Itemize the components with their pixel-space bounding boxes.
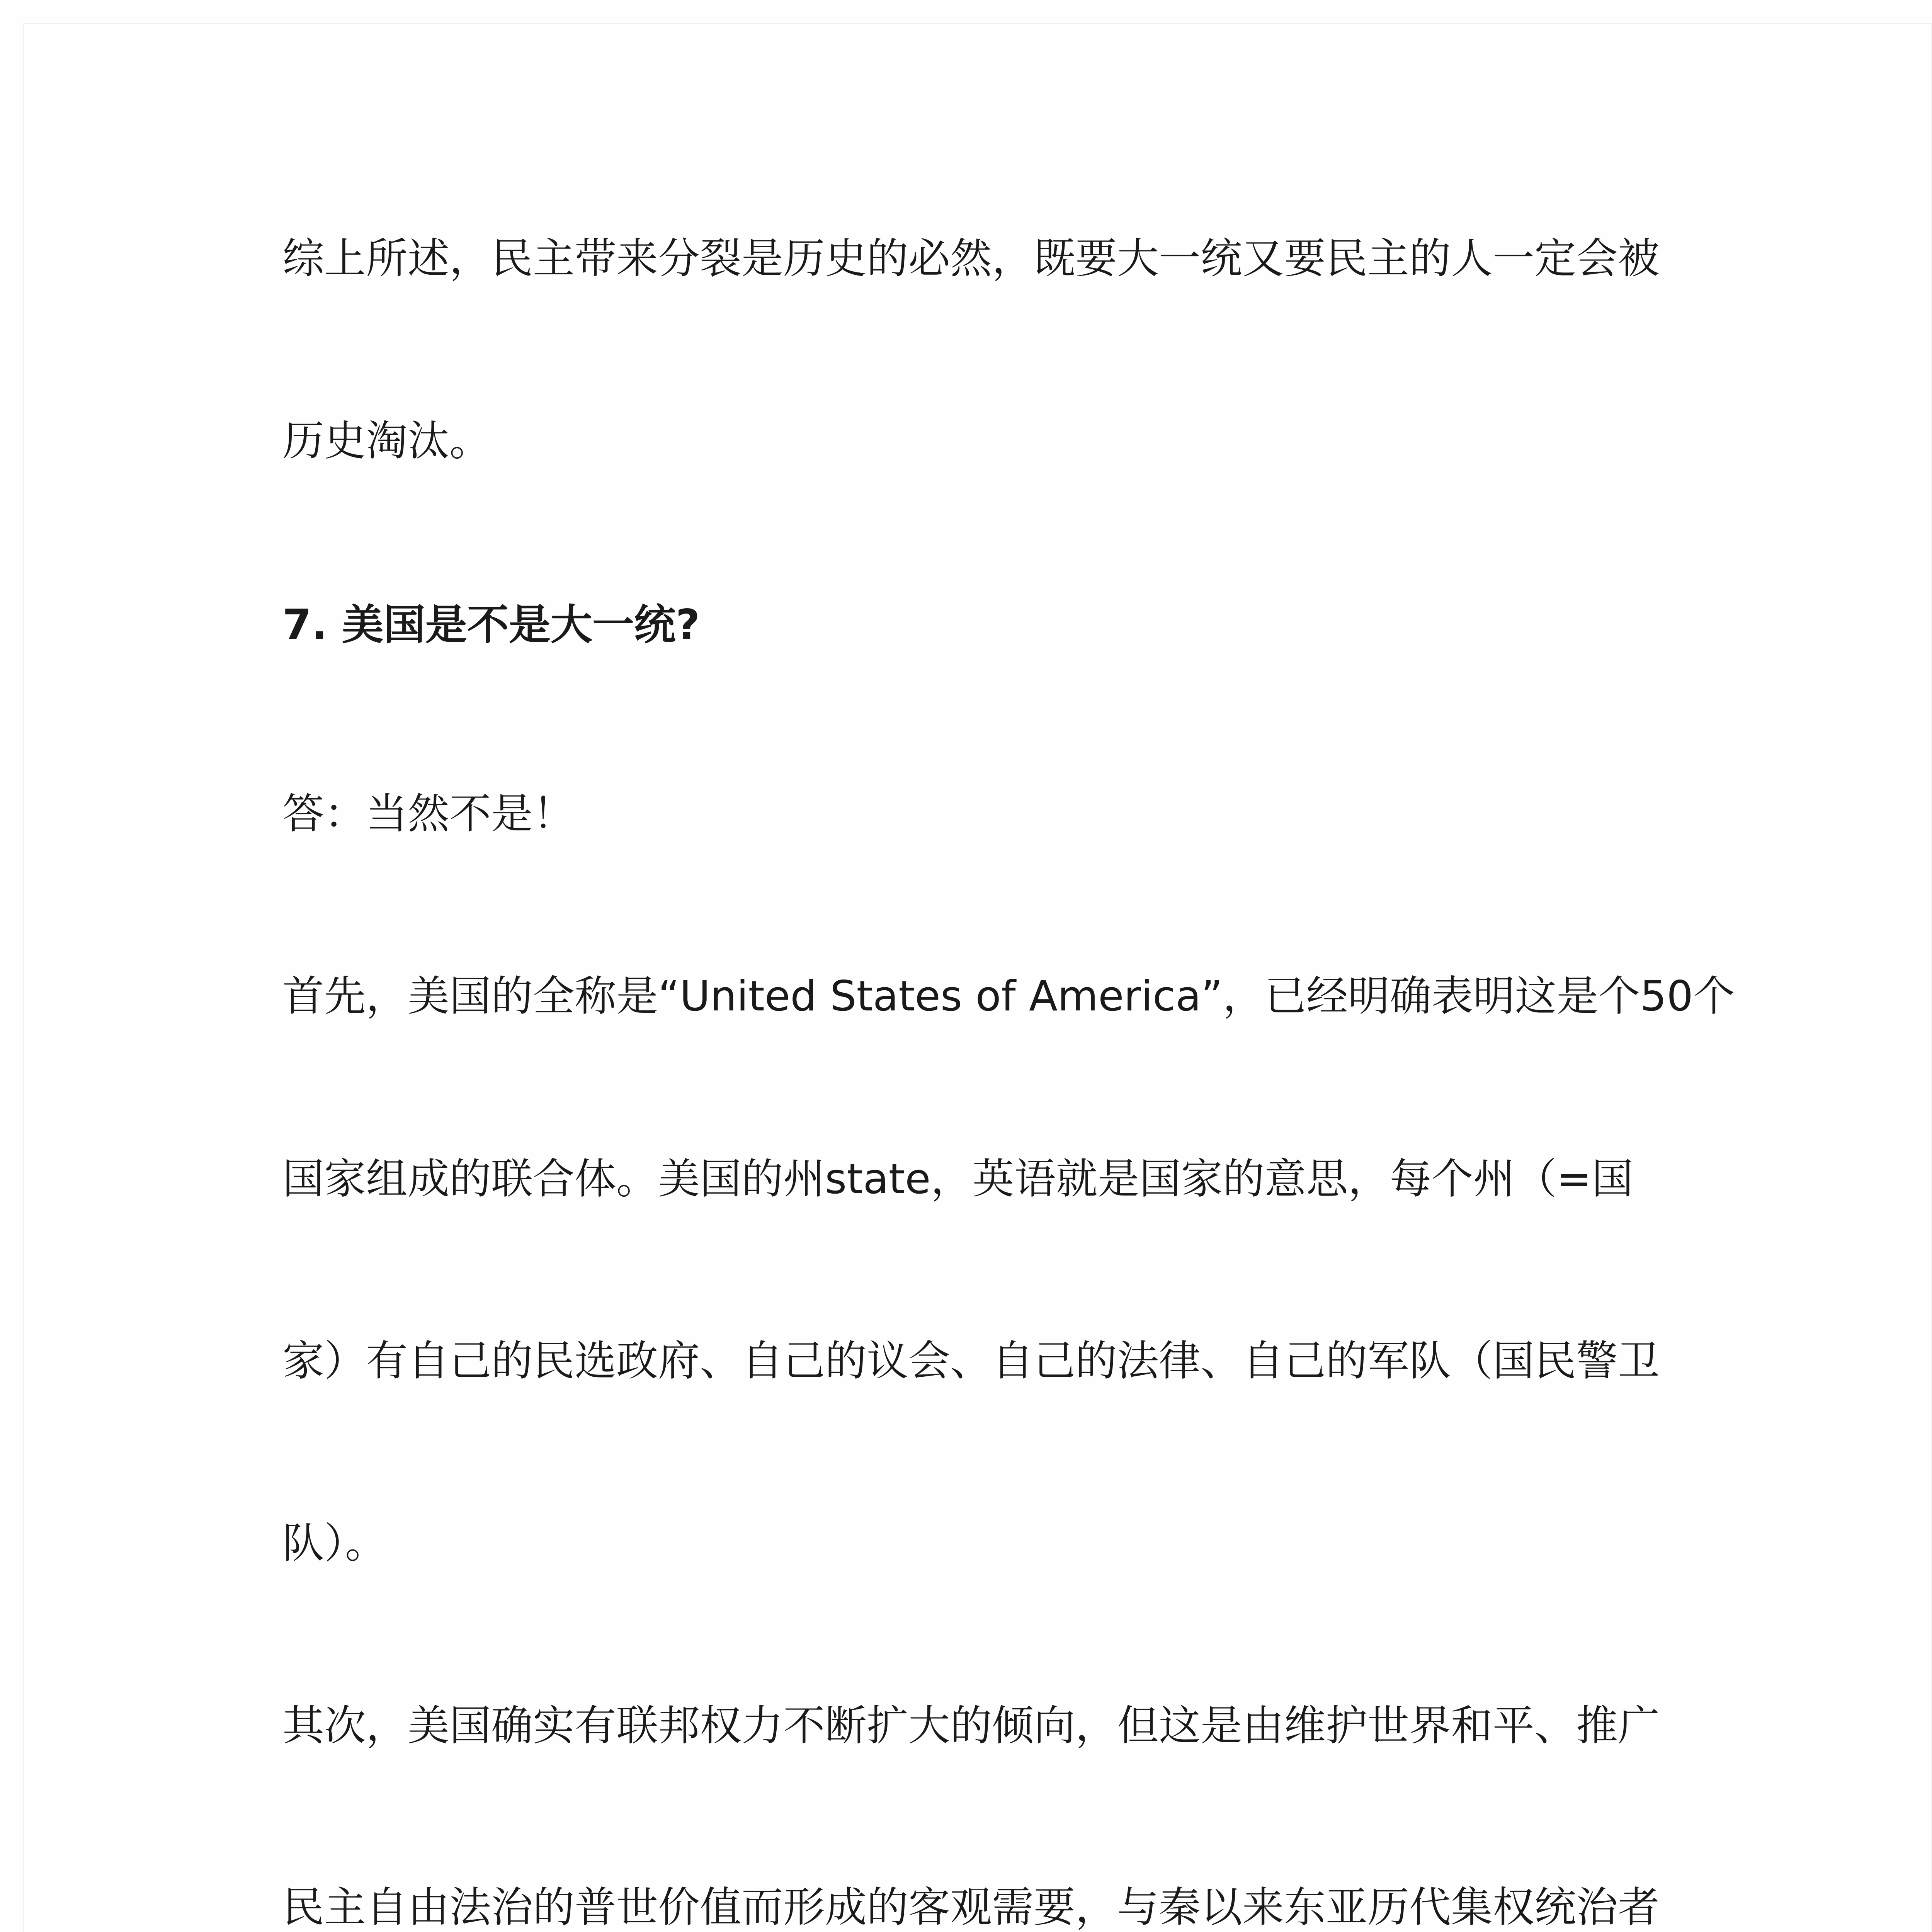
paragraph-line-4: 国家组成的联合体。美国的州state，英语就是国家的意思，每个州（=国 — [282, 1155, 1634, 1203]
paragraph-line-8: 民主自由法治的普世价值而形成的客观需要，与秦以来东亚历代集权统治者 — [282, 1883, 1660, 1932]
paragraph-line-3: 首先，美国的全称是“United States of America”，已经明确表明这是个50个 — [282, 972, 1735, 1020]
section-heading: 7. 美国是不是大一统? — [282, 601, 700, 649]
paragraph-line-5: 家）有自己的民选政府、自己的议会、自己的法律、自己的军队（国民警卫 — [282, 1337, 1660, 1385]
paragraph-line-1: 综上所述，民主带来分裂是历史的必然，既要大一统又要民主的人一定会被 — [282, 235, 1660, 283]
paragraph-line-6: 队）。 — [282, 1519, 387, 1568]
answer-line: 答：当然不是！ — [282, 790, 575, 838]
paragraph-line-2: 历史淘汰。 — [282, 417, 492, 465]
paragraph-line-7: 其次，美国确实有联邦权力不断扩大的倾向，但这是由维护世界和平、推广 — [282, 1702, 1660, 1750]
